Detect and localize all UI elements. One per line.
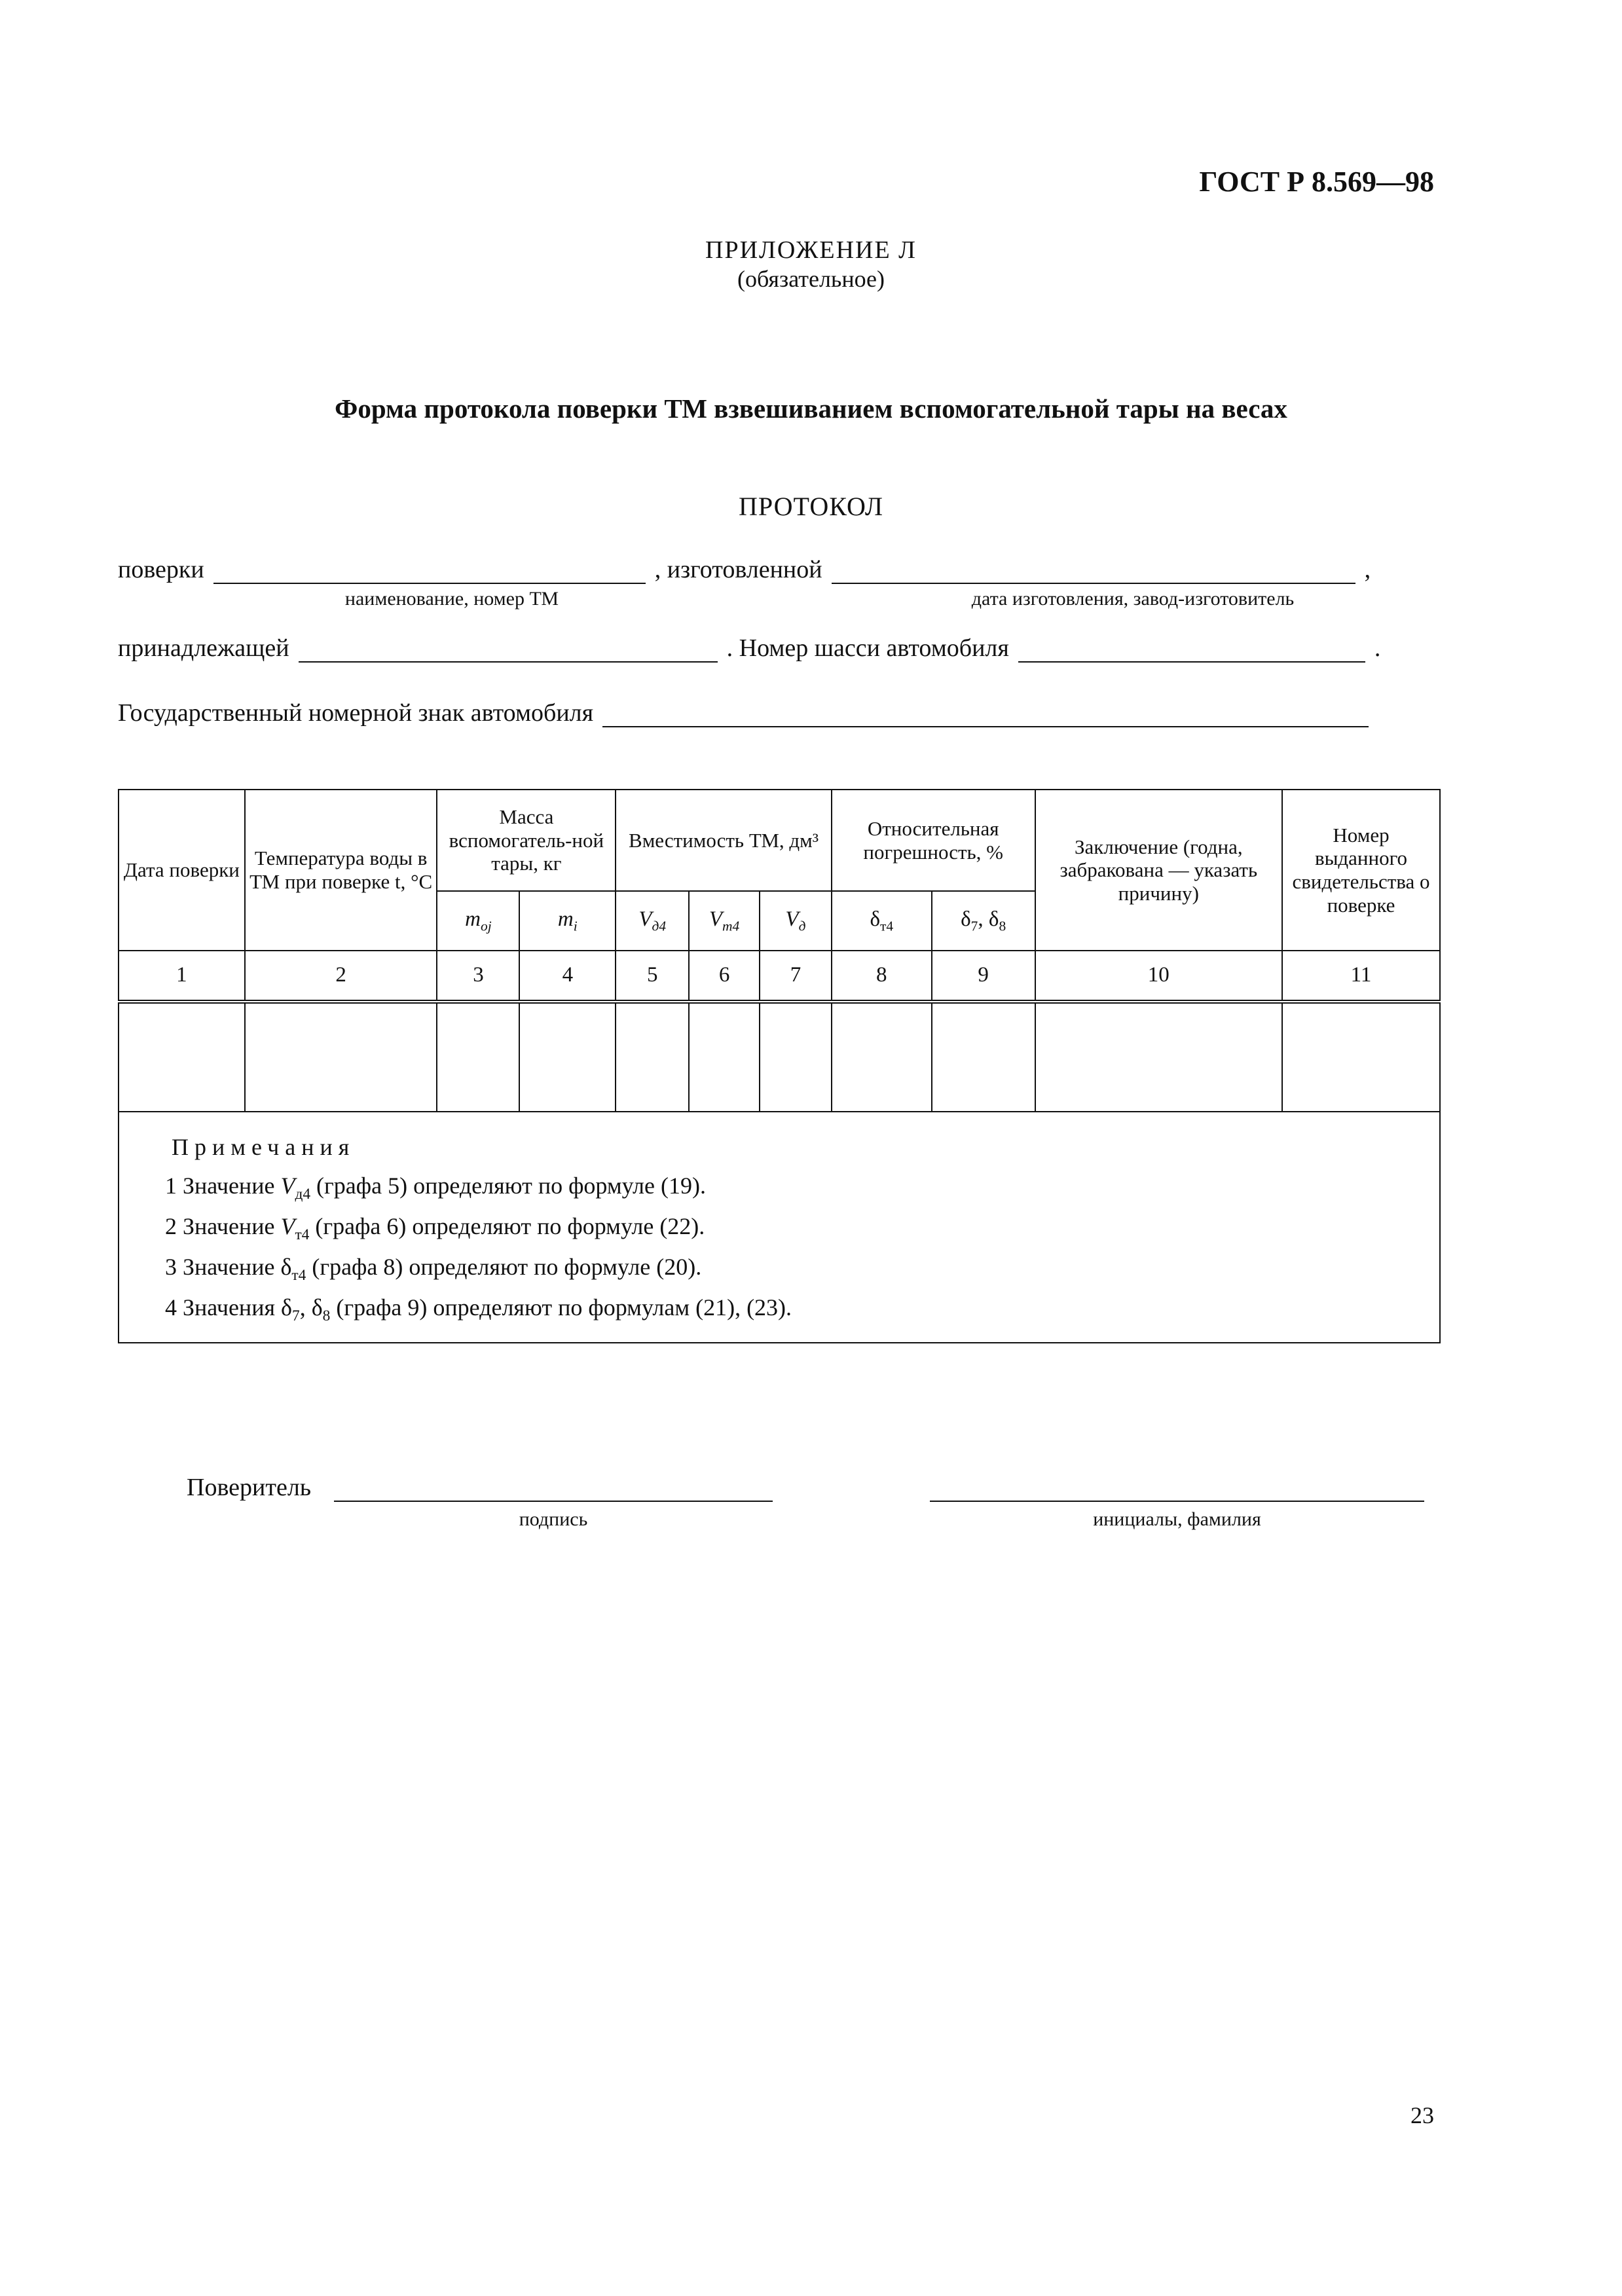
header-certificate: Номер выданного свидетельства о поверке [1282,790,1440,951]
note-2: 2 Значение $V_{т4}$ (графа 6) определяют по формуле (22). [165,1213,705,1244]
column-number: 5 [616,951,689,1002]
column-number: 2 [245,951,437,1002]
entry-cell-m-oj[interactable] [437,1002,519,1112]
column-number-row [119,951,1440,1002]
entry-cell-conclusion[interactable] [1035,1002,1282,1112]
appendix-subtitle: (обязательное) [737,266,885,292]
plate-line [118,699,1441,727]
header-capacity: Вместимость ТМ, дм³ [616,790,832,891]
manufactured-label: , изготовленной [654,556,822,583]
standard-code: ГОСТ Р 8.569—98 [1199,166,1434,198]
signature-caption: подпись [519,1508,588,1530]
column-number: 6 [689,951,760,1002]
plate-label: Государственный номерной знак автомобиля [118,699,594,727]
protocol-heading: ПРОТОКОЛ [738,492,883,521]
subheader-v-d: $V_д$ [760,891,832,951]
manufacture-date-field[interactable] [832,563,1355,584]
header-error: Относительная погрешность, % [832,790,1035,891]
chassis-number-field[interactable] [1018,642,1365,663]
column-number: 4 [519,951,616,1002]
protocol-table [118,789,1441,1343]
subheader-m-oj: $m_{oj}$ [437,891,519,951]
header-conclusion: Заключение (годна, забракована — указать причину) [1035,790,1282,951]
entry-cell-delta-7-8[interactable] [932,1002,1035,1112]
header-mass: Масса вспомогатель-ной тары, кг [437,790,616,891]
header-row [119,790,1440,891]
manufacture-caption: дата изготовления, завод-изготовитель [971,588,1295,610]
entry-cell-v-d4[interactable] [616,1002,689,1112]
tm-name-field[interactable] [213,563,646,584]
header-date: Дата поверки [119,790,245,951]
entry-cell-certificate[interactable] [1282,1002,1440,1112]
plate-number-field[interactable] [602,706,1369,727]
note-1: 1 Значение $V_{д4}$ (графа 5) определяют по формуле (19). [165,1173,706,1203]
owner-field[interactable] [299,642,718,663]
subheader-m-i: $m_i$ [519,891,616,951]
note-4: 4 Значения $\delta_7$, $\delta_8$ (графа 9) определяют по формулам (21), (23). [165,1294,792,1324]
notes-heading: Примечания [172,1134,356,1160]
trailing-comma: , [1364,556,1371,583]
column-number: 10 [1035,951,1282,1002]
verification-line [118,555,1441,584]
subheader-delta-7-8: $\delta_7$, $\delta_8$ [932,891,1035,951]
subheader-v-d4: $V_{д4}$ [616,891,689,951]
entry-cell-temperature[interactable] [245,1002,437,1112]
entry-cell-v-d[interactable] [760,1002,832,1112]
column-number: 11 [1282,951,1440,1002]
tm-name-caption: наименование, номер ТМ [344,588,559,610]
chassis-label: . Номер шасси автомобиля [726,634,1009,662]
subheader-delta-t4: $\delta_{т4}$ [832,891,932,951]
entry-cell-m-i[interactable] [519,1002,616,1112]
note-3: 3 Значение $\delta_{т4}$ (графа 8) определяют по формуле (20). [165,1253,702,1285]
column-number: 3 [437,951,519,1002]
document-title: Форма протокола поверки ТМ взвешиванием вспомогательной тары на весах [335,393,1287,424]
owner-label: принадлежащей [118,634,289,662]
verifier-name-field[interactable] [930,1481,1424,1502]
owner-line [118,634,1441,663]
verifier-signature-field[interactable] [334,1481,773,1502]
entry-row [119,1002,1440,1112]
verifier-label: Поверитель [187,1474,312,1501]
appendix-title: ПРИЛОЖЕНИЕ Л [705,236,917,264]
name-caption: инициалы, фамилия [1093,1508,1261,1530]
entry-cell-date[interactable] [119,1002,245,1112]
header-temperature: Температура воды в ТМ при поверке t, °C [245,790,437,951]
column-number: 1 [119,951,245,1002]
page-number: 23 [1410,2102,1434,2128]
entry-cell-v-t4[interactable] [689,1002,760,1112]
trailing-period: . [1374,634,1381,662]
notes-row [119,1112,1440,1343]
entry-cell-delta-t4[interactable] [832,1002,932,1112]
subheader-v-t4: $V_{т4}$ [689,891,760,951]
column-number: 9 [932,951,1035,1002]
verification-label: поверки [118,556,204,583]
column-number: 7 [760,951,832,1002]
column-number: 8 [832,951,932,1002]
notes-block [119,1112,1440,1343]
